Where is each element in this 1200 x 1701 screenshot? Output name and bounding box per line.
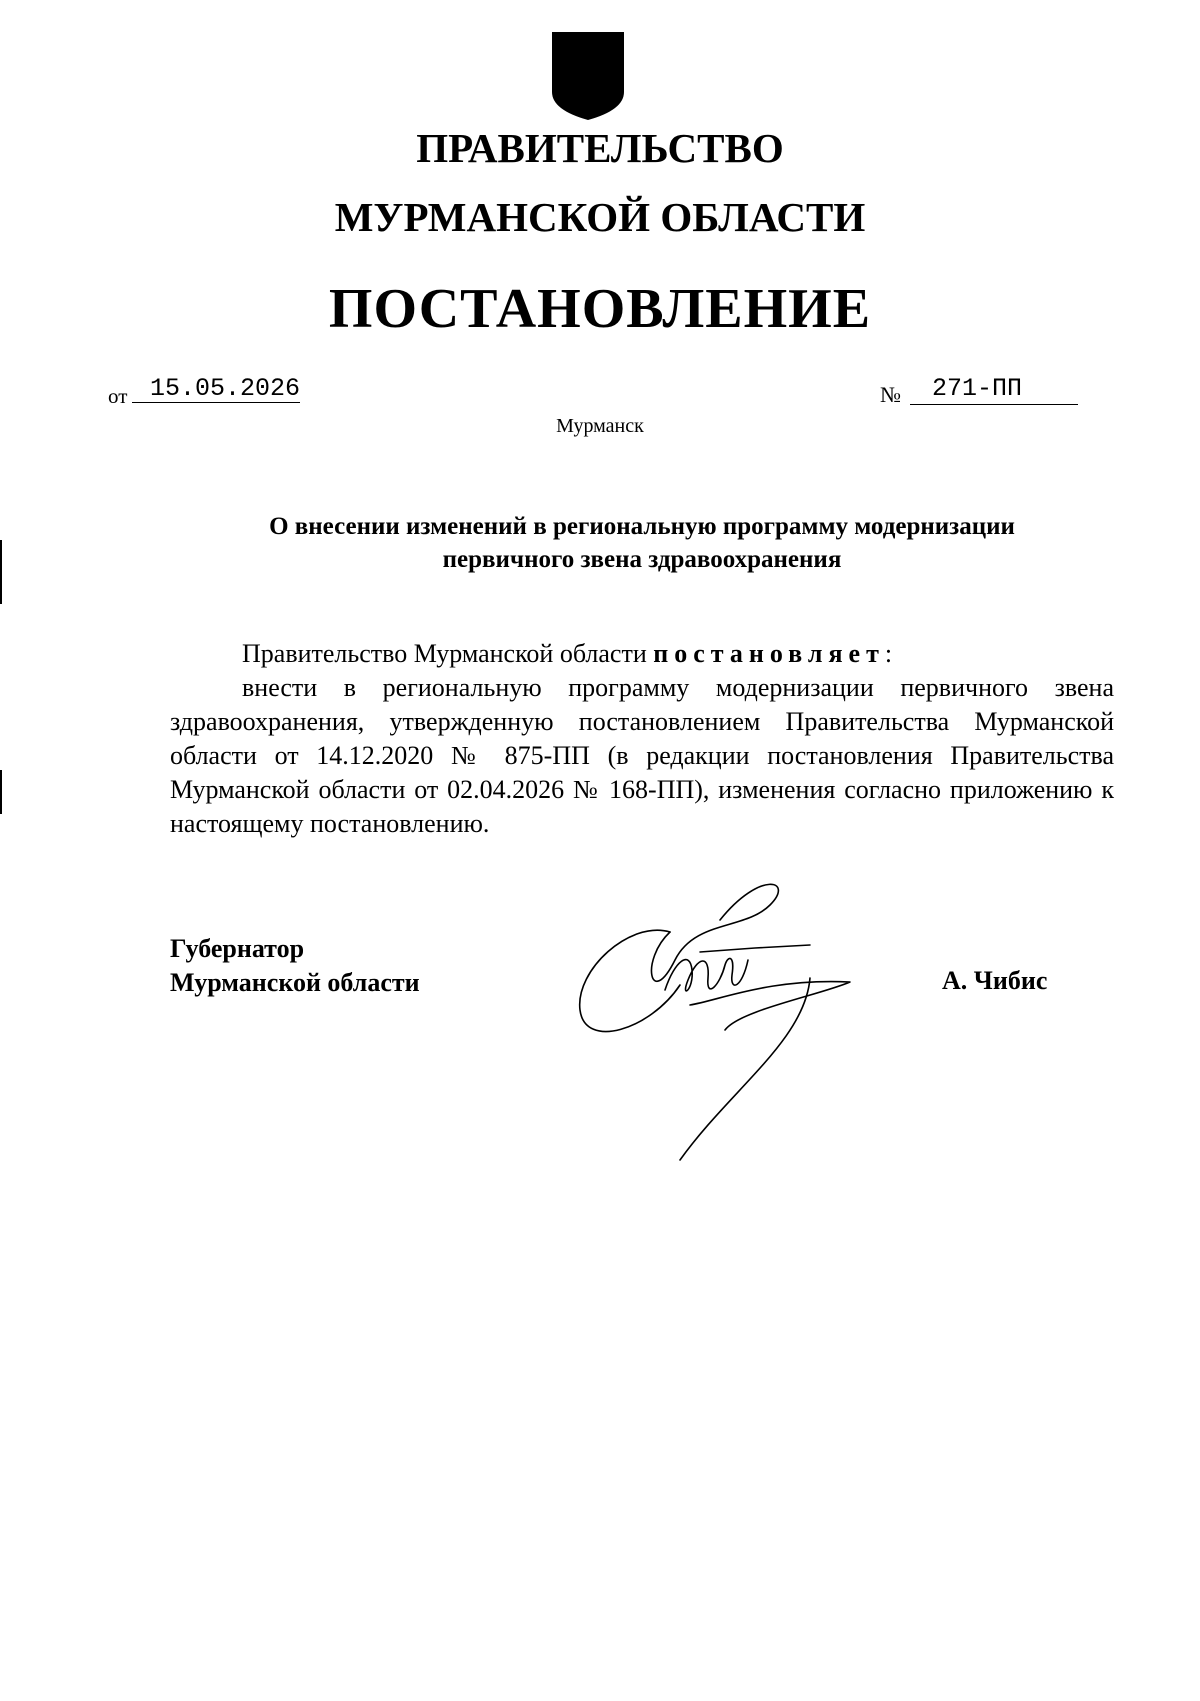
handwritten-signature-icon <box>570 860 880 1170</box>
org-name-line1: ПРАВИТЕЛЬСТВО <box>416 125 784 171</box>
city-name: Мурманск <box>556 415 644 437</box>
subject-title-line1: О внесении изменений в региональную программу модернизации <box>269 513 1015 540</box>
intro-text: Правительство Мурманской области <box>242 639 654 668</box>
subject-title-line2: первичного звена здравоохранения <box>442 546 842 573</box>
document-number: 271-ПП <box>932 374 1023 403</box>
scan-margin-mark <box>0 540 2 604</box>
scan-margin-mark <box>0 770 2 814</box>
signer-position-line1: Губернатор <box>170 934 305 963</box>
document-body <box>170 637 1114 841</box>
coat-of-arms-emblem-icon <box>548 30 628 122</box>
intro-emphasis: постановляет <box>653 639 885 668</box>
org-name-line2: МУРМАНСКОЙ ОБЛАСТИ <box>334 194 866 240</box>
signer-name: А. Чибис <box>942 966 1048 995</box>
resolution-paragraph: внести в региональную программу модернизации первичного звена здравоохранения, утвержденную постановлением Правительства Мурманской области от 14.12.2020 № 875-ПП (в редакции постановления Правительства Мурманской области от 02.04.2026 № 168-ПП), изменения согласно приложению к настоящему постановлению. <box>170 673 1114 838</box>
intro-paragraph <box>170 637 1114 671</box>
document-date: 15.05.2026 <box>150 374 301 403</box>
document-type-title: ПОСТАНОВЛЕНИЕ <box>328 278 872 340</box>
signer-position-line2: Мурманской области <box>170 968 420 997</box>
date-prefix: от <box>108 384 128 408</box>
intro-tail: : <box>884 639 893 668</box>
number-prefix: № <box>880 382 901 407</box>
signer-position <box>170 932 420 1000</box>
